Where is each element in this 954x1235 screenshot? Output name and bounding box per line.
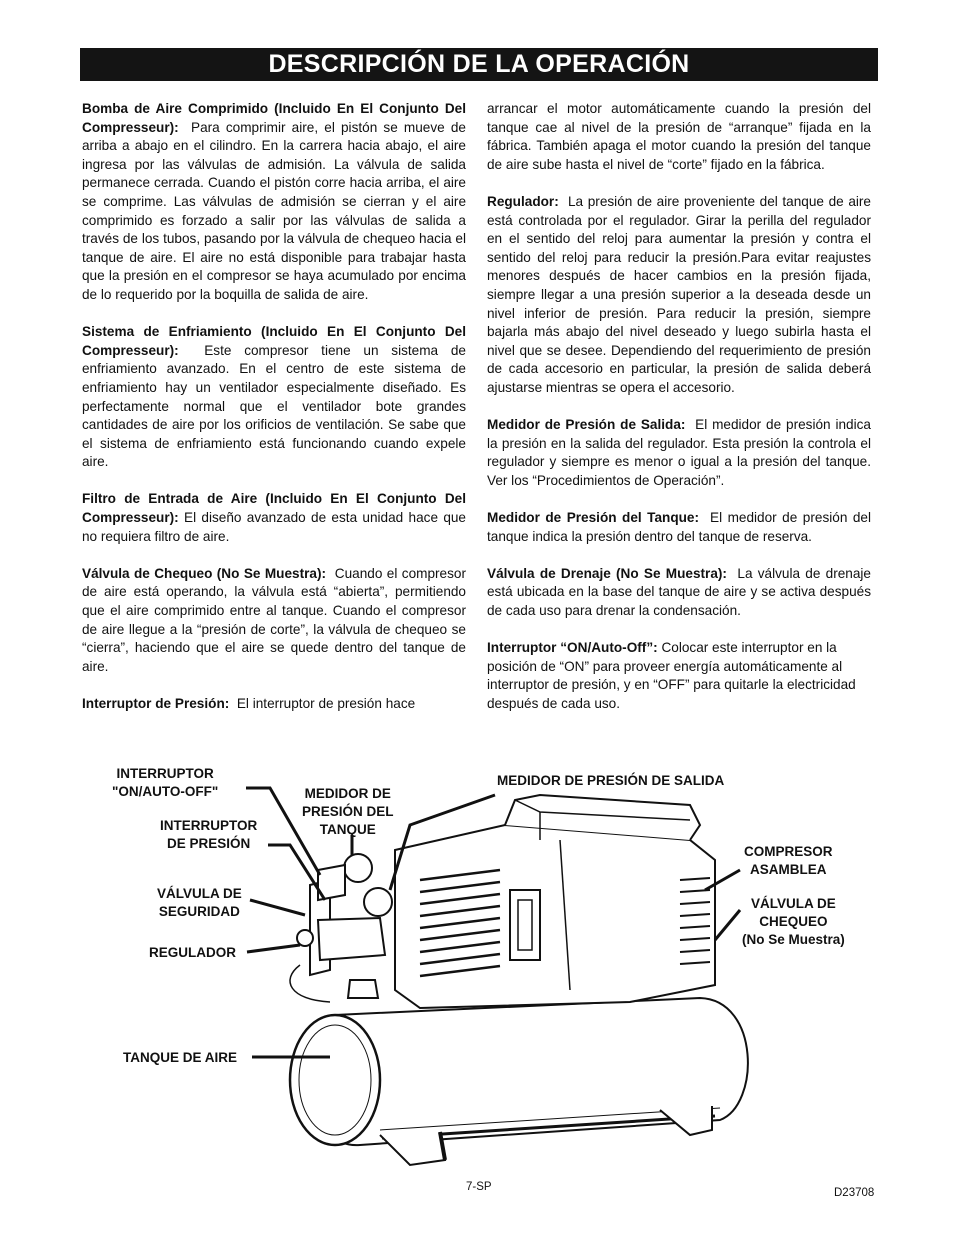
paragraph-body: La presión de aire proveniente del tanque de aire está controlada por el regulador. Girar la perilla del regulador en el sentido del reloj para aumentar la presión y contra el sentido del reloj para reducir la presión.Para evitar reajustes menores después de hacer cambios en la presión fijada, siempre llegar a una presión superior a la deseada desde un nivel inferior de presión. Para reducir la presión, siempre bajarla más abajo del nivel deseado y luego subirla hasta el nivel que se desee. Dependiendo del requerimiento de presión de cada accesorio en particular, la presión de salida deberá ajustarse mientras se opera el accesorio. [487,193,871,395]
label-on-auto-off: INTERRUPTOR "ON/AUTO-OFF" [112,766,219,799]
paragraph-pressure-switch [82,695,466,714]
paragraph-body: El interruptor de presión hace [236,696,416,711]
label-regulator: REGULADOR [149,945,236,960]
paragraph-on-off-switch [487,639,871,713]
paragraph-cooling [82,323,466,472]
label-pressure-switch: INTERRUPTOR DE PRESIÓN [160,818,258,851]
paragraph-body: El medidor de presión indica la presión en la salida del regulador. Esta presión la controla el regulador y siempre es menor o igual a la presión del tanque. Ver los “Procedimientos de Operación”. [487,417,871,488]
label-outlet-gauge: MEDIDOR DE PRESIÓN DE SALIDA [497,773,725,788]
page-number: 7-SP [466,1181,492,1193]
label-tank-gauge: MEDIDOR DE PRESIÓN DEL TANQUE [302,786,394,837]
paragraph-body: Este compresor tiene un sistema de enfriamiento avanzado. En el centro de este sistema de enfriamiento hay un ventilador especialmente diseñado. Es perfectamente normal que el ventilador bote grandes cantidades de aire por los orificios de ventilación. Se sabe que el sistema de enfriamiento está funcionando cuando expele aire. [82,342,466,470]
left-column [82,100,466,732]
tank-end-cap [290,1015,380,1145]
paragraph-heading: Válvula de Drenaje (No Se Muestra): [487,565,727,581]
paragraph-body: El diseño avanzado de esta unidad hace que no requiera filtro de aire. [82,510,466,544]
label-air-tank: TANQUE DE AIRE [123,1050,238,1065]
paragraph-heading: Regulador: [487,193,559,209]
leader-regulator [247,945,300,952]
label-check-valve: VÁLVULA DE CHEQUEO (No Se Muestra) [742,896,845,947]
paragraph-drain-valve [487,565,871,621]
paragraph-heading: Interruptor “ON/Auto-Off”: [487,640,658,656]
paragraph-check-valve [82,565,466,677]
outlet-gauge-dial [364,888,392,916]
paragraph-filter [82,490,466,546]
paragraph-pump [82,100,466,305]
paragraph-body: Cuando el compresor de aire está operando, la válvula está “abierta”, permitiendo que el aire comprimido entre al tanque. Cuando el compresor de aire llegue a la “presión de corte”, la válvula de chequeo se “cierra”, haciendo que el aire se quede dentro del tanque de aire. [82,565,466,674]
tank-gauge-dial [344,854,372,882]
leader-check-valve [715,910,740,940]
paragraph-body: Colocar este interruptor en la posición de “ON” para proveer energía automáticamente al interruptor de presión, y en “OFF” para quitarle la electricidad después de cada uso. [487,640,856,711]
paragraph-heading: Sistema de Enfriamiento (Incluido En El Conjunto Del Compresseur): [82,324,466,358]
paragraph-tank-gauge [487,509,871,546]
document-code: D23708 [834,1187,875,1199]
paragraph-outlet-gauge [487,416,871,490]
paragraph-body: Para comprimir aire, el pistón se mueve de arriba a abajo en el cilindro. En la carrera hacia abajo, el aire ingresa por las válvulas de admisión. La válvula de salida permanece cerrada. Cuando el pistón corre hacia arriba, el aire se comprime. Las válvulas de admisión se cierran y el aire comprimido es forzado a salir por las válvulas de salida a través de los tubos, pasando por la válvula de chequeo hacia el tanque de aire. El aire no está disponible para trabajar hasta que la presión en el compresor se haya acumulado por encima de lo requerido por la boquilla de salida de aire. [82,119,466,302]
paragraph-regulator [487,193,871,398]
paragraph-body: arrancar el motor automáticamente cuando la presión del tanque cae al nivel de la presión de “arranque” fijada en la fábrica. También apaga el motor cuando la presión del tanque de aire sube hasta el nivel de “corte” fijado en la fábrica. [487,101,871,172]
label-safety-valve: VÁLVULA DE SEGURIDAD [157,886,242,919]
paragraph-heading: Medidor de Presión del Tanque: [487,510,700,526]
paragraph-heading: Interruptor de Presión: [82,696,230,711]
leader-safety-valve [250,900,305,915]
paragraph-heading: Filtro de Entrada de Aire (Incluido En El Conjunto Del Compresseur): [82,491,466,526]
regulator-block [318,918,385,960]
paragraph-heading: Medidor de Presión de Salida: [487,417,686,433]
right-column [487,100,871,732]
tank-foot-left [380,1132,445,1165]
paragraph-heading: Válvula de Chequeo (No Se Muestra): [82,565,327,581]
compressor-diagram [0,740,954,1180]
paragraph-body: El medidor de presión del tanque indica la presión dentro del tanque de reserva. [487,510,872,544]
page-title: DESCRIPCIÓN DE LA OPERACIÓN [80,48,878,81]
paragraph-heading: Bomba de Aire Comprimido (Incluido En El Conjunto Del Compresseur): [82,101,466,135]
compressor-housing [395,825,715,1008]
paragraph-pressure-switch-cont [487,100,871,174]
label-compressor-assembly: COMPRESOR ASAMBLEA [744,844,833,877]
paragraph-body: La válvula de drenaje está ubicada en la base del tanque de aire y se activa después de cada uso para drenar la condensación. [487,565,871,619]
